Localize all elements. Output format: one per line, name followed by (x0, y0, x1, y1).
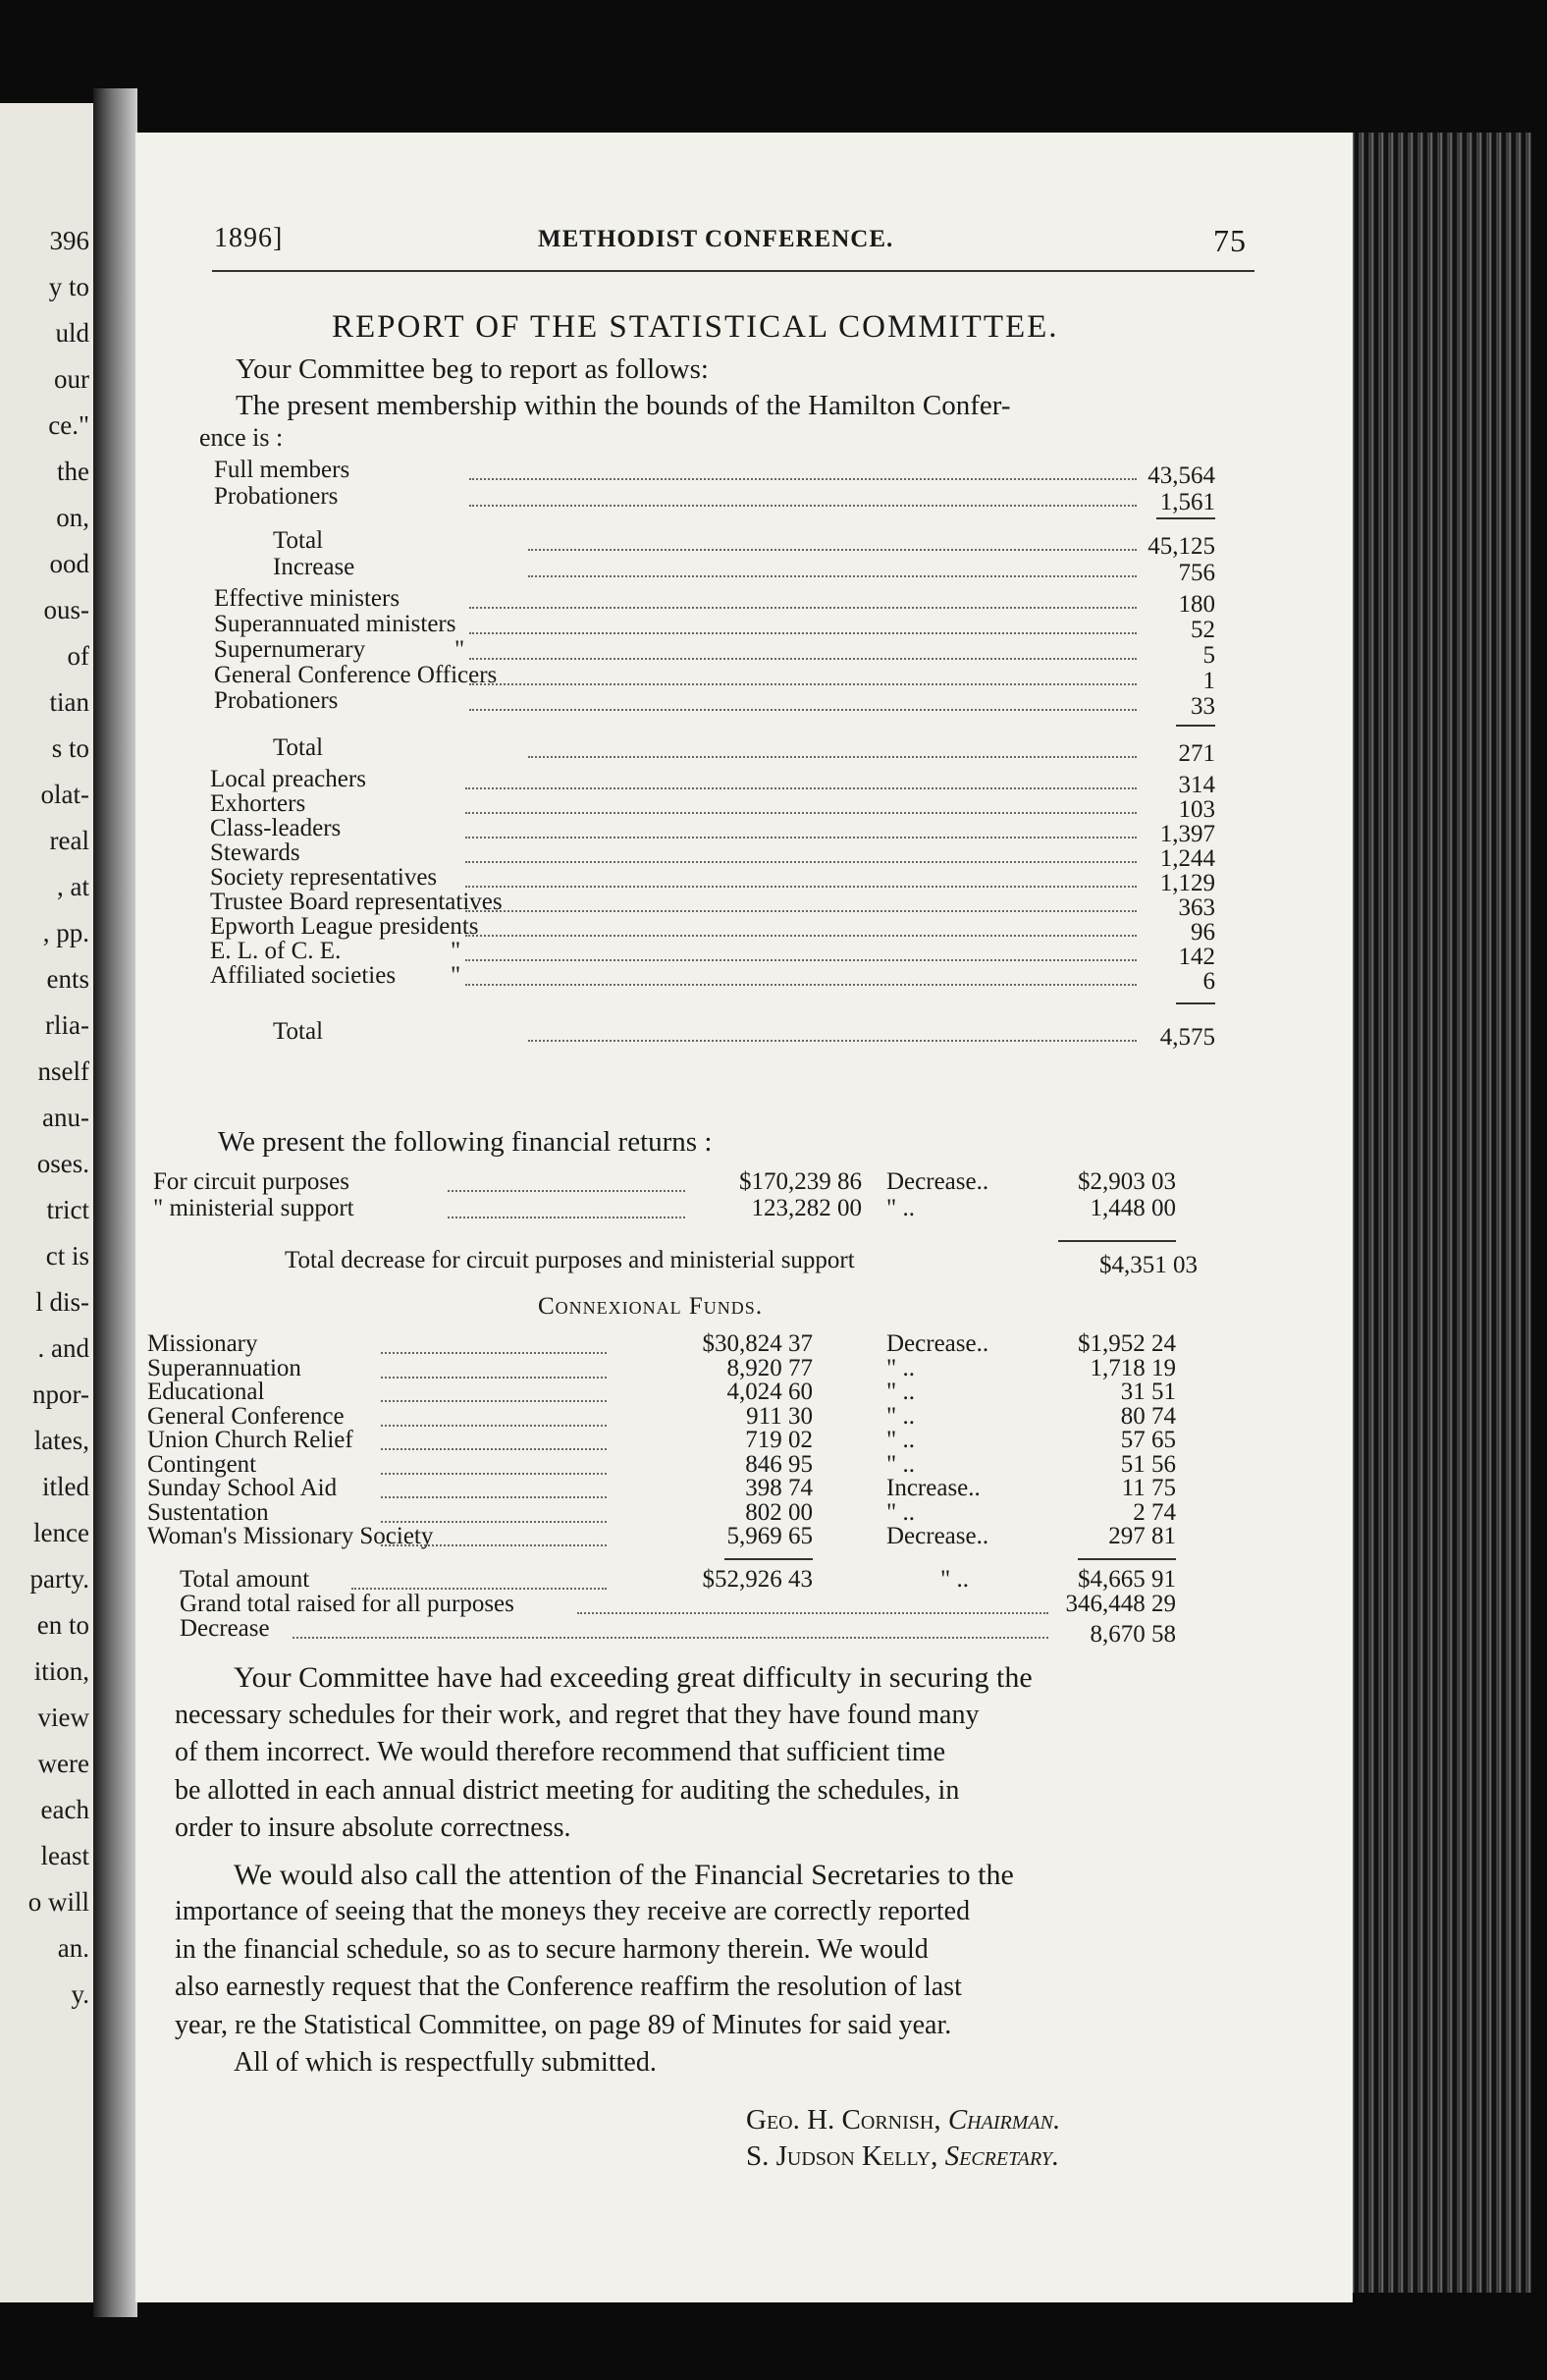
left-page-fragment: ct is (45, 1241, 89, 1271)
signature-chairman (746, 2104, 1060, 2137)
dot-leader (465, 787, 1137, 789)
left-page-fragment: of (67, 641, 89, 671)
row-value: 1,397 (1159, 821, 1215, 847)
change-amount: 1,448 00 (1090, 1195, 1176, 1221)
amount: 123,282 00 (751, 1195, 862, 1221)
row-value: 52 (1191, 617, 1215, 643)
financial-row (135, 1195, 1353, 1222)
ditto-mark: " (454, 636, 465, 663)
intro-line-2: The present membership within the bounds of the Hamilton Confer- (236, 390, 1011, 421)
left-page-fragment: itled (42, 1472, 89, 1501)
row-label: General Conference Officers (214, 662, 498, 688)
dot-leader (448, 1217, 685, 1218)
row-value: 346,448 29 (1065, 1591, 1176, 1617)
fund-row (135, 1523, 1353, 1550)
row-value: 142 (1178, 944, 1215, 970)
row-label: Educational (147, 1379, 265, 1405)
dot-leader (465, 910, 1137, 912)
membership-increase-row (135, 554, 1353, 586)
change-type: Increase.. (886, 1475, 981, 1501)
chairman-name: Geo. H. Cornish, (746, 2104, 941, 2136)
row-label: Sunday School Aid (147, 1475, 338, 1501)
ditto-mark: " (451, 962, 461, 989)
row-label: Total amount (180, 1566, 310, 1593)
left-page-fragment: uld (55, 318, 89, 348)
row-label: Sustentation (147, 1498, 269, 1526)
row-label: Affiliated societies (210, 962, 397, 989)
change-type: " .. (886, 1427, 915, 1453)
left-page-fragment: lence (33, 1518, 89, 1547)
membership-row (135, 457, 1353, 489)
row-label: General Conference (147, 1402, 345, 1430)
left-page-fragment: 396 (49, 226, 89, 255)
closing-line: We would also call the attention of the Financial Secretaries to the (234, 1858, 1014, 1891)
dot-leader (528, 549, 1137, 551)
dot-leader (469, 478, 1137, 480)
row-label: Trustee Board representatives (210, 889, 503, 915)
dot-leader (469, 505, 1137, 507)
row-label: Probationers (214, 483, 339, 510)
header-year: 1896] (214, 223, 284, 253)
row-value: 756 (1178, 560, 1215, 586)
amount: $30,824 37 (702, 1330, 813, 1357)
change-amount: $1,952 24 (1078, 1330, 1176, 1357)
ministers-row (135, 611, 1353, 643)
left-page-fragment: ents (46, 964, 89, 994)
closing-line: importance of seeing that the moneys they receive are correctly reported (175, 1896, 971, 1926)
officers-row (135, 815, 1353, 847)
left-page-fragment: y. (71, 1979, 89, 2009)
connexional-heading: Connexional Funds. (538, 1293, 764, 1320)
secretary-name: S. Judson Kelly, (746, 2140, 938, 2172)
row-value: 180 (1178, 591, 1215, 618)
financial-intro: We present the following financial returns : (218, 1126, 713, 1158)
officers-row (135, 962, 1353, 995)
left-page-fragment: lates, (33, 1426, 89, 1455)
secretary-role: Secretary. (944, 2140, 1060, 2172)
dot-leader (465, 959, 1137, 961)
row-value: 5 (1202, 642, 1215, 669)
row-value: 1,129 (1159, 870, 1215, 896)
change-amount: 297 81 (1108, 1523, 1176, 1549)
amount: 719 02 (745, 1427, 813, 1453)
closing-line: of them incorrect. We would therefore recommend that sufficient time (175, 1737, 946, 1767)
page-edges (1335, 133, 1531, 2293)
change-type: " .. (886, 1379, 915, 1405)
chairman-role: Chairman. (947, 2104, 1061, 2136)
row-value: 1,244 (1159, 845, 1215, 872)
left-page-fragment: rlia- (45, 1010, 89, 1040)
officers-row (135, 790, 1353, 823)
row-value: 4,575 (1159, 1024, 1215, 1051)
page-number: 75 (1213, 223, 1247, 258)
left-page-fragment: nself (37, 1056, 89, 1086)
closing-line: order to insure absolute correctness. (175, 1812, 571, 1843)
row-value: 271 (1178, 740, 1215, 767)
sum-rule (1078, 1558, 1176, 1560)
left-page-fragment: party. (29, 1564, 89, 1594)
left-page-fragment: the (57, 457, 89, 486)
officers-row (135, 839, 1353, 872)
dot-leader (448, 1190, 685, 1192)
left-page-fragment: anu- (42, 1103, 89, 1132)
row-label: Superannuation (147, 1354, 301, 1381)
dot-leader (469, 632, 1137, 634)
dot-leader (465, 886, 1137, 888)
change-type: " .. (886, 1354, 915, 1381)
amount: 4,024 60 (726, 1379, 813, 1405)
change-type: Decrease.. (886, 1523, 989, 1549)
row-label: Society representatives (210, 864, 438, 891)
row-label: Union Church Relief (147, 1427, 353, 1453)
row-label: Total (273, 1018, 324, 1045)
amount: 846 95 (745, 1450, 813, 1478)
change-amount: 2 74 (1133, 1498, 1176, 1526)
officers-row (135, 913, 1353, 946)
change-amount: 31 51 (1120, 1379, 1176, 1405)
closing-line: in the financial schedule, so as to secure harmony therein. We would (175, 1933, 929, 1965)
row-label: Total (273, 527, 324, 554)
financial-row (135, 1168, 1353, 1196)
ministers-row (135, 662, 1353, 694)
dot-leader (293, 1637, 1048, 1639)
financial-total-value: $4,351 03 (1099, 1252, 1198, 1278)
row-value: 45,125 (1147, 533, 1215, 560)
left-page-fragment: o will (27, 1887, 89, 1917)
left-page-fragment: ous- (43, 595, 89, 624)
row-value: 1 (1202, 668, 1215, 694)
change-amount: $4,665 91 (1078, 1566, 1176, 1593)
row-label: Stewards (210, 839, 300, 866)
left-page-fragment: least (40, 1841, 89, 1870)
funds-total-row (135, 1566, 1353, 1594)
left-page-fragment: olat- (40, 780, 89, 809)
row-value: 8,670 58 (1090, 1621, 1176, 1648)
dot-leader (465, 935, 1137, 937)
closing-line: year, re the Statistical Committee, on page 89 of Minutes for said year. (175, 2009, 952, 2040)
left-page-fragment: were (37, 1749, 89, 1778)
left-page-fragment: s to (51, 733, 89, 763)
amount: 911 30 (746, 1402, 813, 1430)
left-page-fragment: , pp. (42, 918, 89, 947)
row-label: Grand total raised for all purposes (180, 1591, 514, 1617)
row-value: 103 (1178, 796, 1215, 823)
left-page-fragment: oses. (36, 1149, 89, 1178)
left-page-fragment: ce." (48, 410, 89, 440)
sum-rule (1058, 1240, 1176, 1242)
book-gutter (93, 88, 137, 2317)
closing-line: be allotted in each annual district meeting for auditing the schedules, in (175, 1774, 960, 1806)
closing-line: Your Committee have had exceeding great difficulty in securing the (234, 1661, 1033, 1694)
row-value: 363 (1178, 894, 1215, 921)
report-title: REPORT OF THE STATISTICAL COMMITTEE. (332, 309, 1059, 345)
dot-leader (465, 984, 1137, 986)
left-page-fragment: y to (48, 272, 89, 301)
left-page (0, 103, 93, 2302)
row-label: Full members (214, 457, 350, 483)
signature-secretary (746, 2140, 1059, 2173)
dot-leader (351, 1588, 607, 1590)
page (135, 133, 1353, 2302)
grand-total-row (135, 1591, 1353, 1618)
row-label: Local preachers (210, 766, 366, 792)
change-amount: 51 56 (1120, 1450, 1176, 1478)
change-type: " .. (886, 1450, 915, 1478)
change-type: " .. (886, 1402, 915, 1430)
left-page-fragment: ition, (33, 1656, 89, 1686)
financial-total-label: Total decrease for circuit purposes and ministerial support (285, 1247, 855, 1273)
header-rule (212, 270, 1254, 272)
row-label: Missionary (147, 1330, 258, 1357)
left-page-fragment: on, (56, 503, 89, 532)
change-amount: 80 74 (1120, 1402, 1176, 1430)
left-page-fragment: tian (49, 687, 89, 717)
dot-leader (465, 812, 1137, 814)
ministers-row (135, 636, 1353, 669)
left-page-fragment: en to (36, 1610, 89, 1640)
row-label: Exhorters (210, 790, 306, 817)
officers-row (135, 864, 1353, 896)
sum-rule (1176, 725, 1215, 727)
row-label: Woman's Missionary Society (147, 1523, 434, 1549)
ministers-row (135, 585, 1353, 618)
row-label: Superannuated ministers (214, 611, 456, 637)
officers-row (135, 938, 1353, 970)
change-type: Decrease.. (886, 1168, 989, 1195)
intro-line-1: Your Committee beg to report as follows: (236, 353, 709, 385)
amount: 8,920 77 (726, 1354, 813, 1381)
officers-row (135, 889, 1353, 921)
row-value: 96 (1191, 919, 1215, 946)
left-page-fragment: an. (57, 1933, 89, 1963)
change-amount: 57 65 (1120, 1427, 1176, 1453)
ministers-total-row (135, 734, 1353, 767)
dot-leader (469, 658, 1137, 660)
row-label: " ministerial support (153, 1195, 354, 1221)
row-value: 6 (1202, 968, 1215, 995)
intro-line-3: ence is : (199, 423, 284, 452)
left-page-fragment: our (54, 364, 89, 394)
row-value: 43,564 (1147, 462, 1215, 489)
row-value: 314 (1178, 772, 1215, 798)
membership-row (135, 483, 1353, 515)
change-type: Decrease.. (886, 1330, 989, 1357)
row-label: For circuit purposes (153, 1168, 349, 1195)
left-page-fragment: view (37, 1703, 89, 1732)
sum-rule (1156, 517, 1215, 519)
row-label: Contingent (147, 1450, 257, 1478)
row-label: E. L. of C. E. (210, 938, 342, 964)
dot-leader (528, 575, 1137, 577)
left-page-fragment: l dis- (35, 1287, 89, 1317)
change-type: " .. (886, 1498, 915, 1526)
left-page-fragment: real (49, 826, 89, 855)
change-type: " .. (940, 1566, 969, 1593)
row-label: Class-leaders (210, 815, 342, 841)
amount: 5,969 65 (726, 1523, 813, 1549)
closing-line: necessary schedules for their work, and regret that they have found many (175, 1699, 980, 1730)
dot-leader (465, 837, 1137, 838)
grand-decrease-row (135, 1615, 1353, 1648)
sum-rule (1176, 1002, 1215, 1004)
closing-line: All of which is respectfully submitted. (234, 2047, 657, 2078)
row-label: Probationers (214, 687, 339, 714)
row-label: Epworth League presidents (210, 913, 479, 940)
left-page-fragment: , at (57, 872, 89, 901)
closing-line: also earnestly request that the Conference reaffirm the resolution of last (175, 1972, 962, 2002)
change-amount: $2,903 03 (1078, 1168, 1176, 1195)
amount: $52,926 43 (702, 1566, 813, 1593)
amount: $170,239 86 (739, 1168, 862, 1195)
left-page-fragment: trict (46, 1195, 89, 1224)
dot-leader (528, 1040, 1137, 1042)
change-amount: 11 75 (1121, 1475, 1176, 1501)
officers-row (135, 766, 1353, 798)
dot-leader (469, 709, 1137, 711)
ministers-row (135, 687, 1353, 720)
left-page-fragment: npor- (32, 1379, 89, 1409)
left-page-fragment: each (40, 1795, 89, 1824)
change-amount: 1,718 19 (1090, 1354, 1176, 1381)
dot-leader (381, 1544, 607, 1546)
officers-total-row (135, 1018, 1353, 1051)
ditto-mark: " (451, 938, 461, 964)
change-type: " .. (886, 1195, 915, 1221)
running-title: METHODIST CONFERENCE. (538, 226, 894, 252)
dot-leader (465, 861, 1137, 863)
sum-rule (724, 1558, 813, 1560)
amount: 398 74 (745, 1475, 813, 1501)
row-label: Total (273, 734, 324, 761)
row-value: 33 (1191, 693, 1215, 720)
row-label: Supernumerary (214, 636, 366, 663)
amount: 802 00 (745, 1498, 813, 1526)
left-page-fragment: . and (37, 1333, 89, 1363)
dot-leader (528, 756, 1137, 758)
row-label: Effective ministers (214, 585, 400, 612)
dot-leader (469, 683, 1137, 685)
dot-leader (577, 1612, 1048, 1614)
left-page-fragment: ood (49, 549, 89, 578)
dot-leader (469, 607, 1137, 609)
row-label: Decrease (180, 1615, 270, 1642)
row-value: 1,561 (1159, 489, 1215, 515)
membership-total-row (135, 527, 1353, 560)
row-label: Increase (273, 554, 355, 580)
